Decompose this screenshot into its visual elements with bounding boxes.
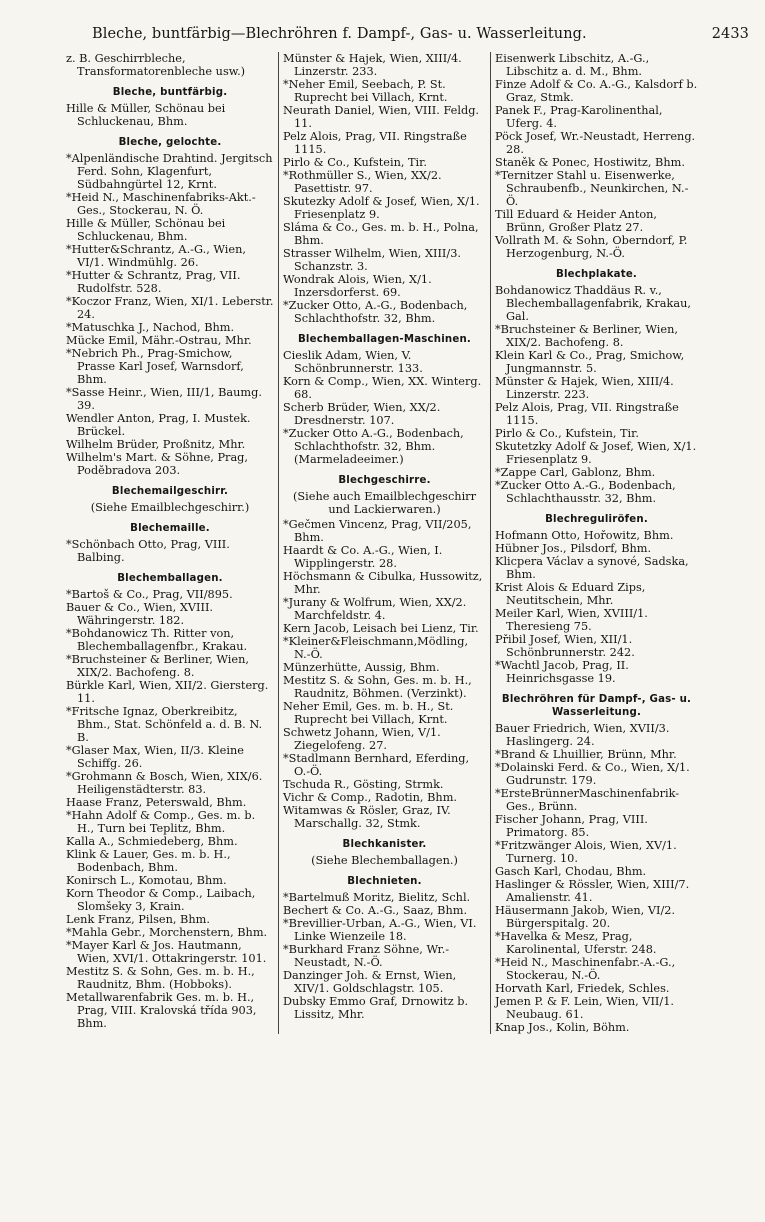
directory-entry: Skutezky Adolf & Josef, Wien, X/1. Friesenplatz 9. — [283, 195, 480, 221]
directory-entry: Staněk & Ponec, Hostiwitz, Bhm. — [495, 156, 685, 169]
directory-entry: Panek F., Prag-Karolinenthal, Uferg. 4. — [495, 104, 663, 130]
directory-entry: Pelz Alois, Prag, VII. Ringstraße 1115. — [283, 130, 467, 156]
directory-entry: Wendler Anton, Prag, I. Mustek. Brückel. — [66, 412, 251, 438]
directory-entry: Wilhelm's Mart. & Söhne, Prag, Podĕbradova 203. — [66, 451, 249, 477]
directory-entry: *Wachtl Jacob, Prag, II. Heinrichsgasse 19. — [495, 659, 629, 685]
directory-entry: Münster & Hajek, Wien, XIII/4. Linzerstr. 233. — [283, 52, 462, 78]
cross-reference: (Siehe Emailblechgeschirr.) — [90, 501, 250, 514]
directory-entry: *Zappe Carl, Gablonz, Bhm. — [495, 466, 656, 479]
directory-entry: Gasch Karl, Chodau, Bhm. — [495, 865, 647, 878]
column-1 — [62, 52, 278, 1034]
directory-entry: *Burkhard Franz Söhne, Wr.-Neustadt, N.-Ö. — [283, 943, 450, 969]
directory-entry: Fischer Johann, Prag, VIII. Primatorg. 85. — [495, 813, 648, 839]
directory-entry: z. B. Geschirrbleche, Transformatorenbleche usw.) — [66, 52, 246, 78]
directory-entry: Höchsmann & Cibulka, Hussowitz, Mhr. — [283, 570, 483, 596]
directory-entry: Klein Karl & Co., Prag, Smichow, Jungmannstr. 5. — [495, 349, 685, 375]
directory-entry: *Alpenländische Drahtind. Jergitsch Ferd. Sohn, Klagenfurt, Südbahngürtel 12, Krnt. — [66, 152, 273, 191]
directory-entry: Hofmann Otto, Hořowitz, Bhm. — [495, 529, 674, 542]
directory-entry: *Kleiner&Fleischmann,Mödling, N.-Ö. — [283, 635, 469, 661]
section-heading: Blechemballagen-Maschinen. — [297, 334, 472, 345]
directory-entry: Danzinger Joh. & Ernst, Wien, XIV/1. Goldschlagstr. 105. — [283, 969, 457, 995]
section-heading: Blechröhren für Dampf-, Gas- u. Wasserleitung. — [501, 694, 692, 718]
directory-entry: *Dolainski Ferd. & Co., Wien, X/1. Gudrunstr. 179. — [495, 761, 690, 787]
directory-entry: Korn Theodor & Comp., Laibach, Slomšeky 3, Krain. — [66, 887, 256, 913]
section-heading: Bleche, gelochte. — [118, 137, 222, 148]
directory-entry: Münzerhütte, Aussig, Bhm. — [283, 661, 440, 674]
directory-entry: *Nebrich Ph., Prag-Smichow, Prasse Karl Josef, Warnsdorf, Bhm. — [66, 347, 244, 386]
directory-entry: Mestitz S. & Sohn, Ges. m. b. H., Raudnitz, Böhmen. (Verzinkt). — [283, 674, 472, 700]
directory-entry: Bohdanowicz Thaddäus R. v., Blechemballagenfabrik, Krakau, Gal. — [495, 284, 691, 323]
directory-entry: Bauer & Co., Wien, XVIII. Währingerstr. 182. — [66, 601, 214, 627]
section-heading: Blechplakate. — [555, 269, 638, 280]
cross-reference: (Siehe Blechemballagen.) — [311, 854, 458, 867]
directory-entry: Horvath Karl, Friedek, Schles. — [495, 982, 670, 995]
cross-reference: (Siehe auch Emailblechgeschirr und Lackierwaren.) — [293, 490, 476, 516]
directory-entry: Hille & Müller, Schönau bei Schluckenau, Bhm. — [66, 217, 226, 243]
directory-entry: Pirlo & Co., Kufstein, Tir. — [495, 427, 639, 440]
directory-entry: *Sasse Heinr., Wien, III/1, Baumg. 39. — [66, 386, 262, 412]
directory-entry: Bauer Friedrich, Wien, XVII/3. Haslingerg. 24. — [495, 722, 670, 748]
directory-entry: Häusermann Jakob, Wien, VI/2. Bürgerspitalg. 20. — [495, 904, 676, 930]
directory-entry: Schwetz Johann, Wien, V/1. Ziegelofeng. 27. — [283, 726, 441, 752]
directory-entry: Bechert & Co. A.-G., Saaz, Bhm. — [283, 904, 468, 917]
directory-entry: Tschuda R., Gösting, Strmk. — [283, 778, 444, 791]
directory-entry: Skutetzky Adolf & Josef, Wien, X/1. Friesenplatz 9. — [495, 440, 697, 466]
directory-entry: *Zucker Otto, A.-G., Bodenbach, Schlachthofstr. 32, Bhm. — [283, 299, 468, 325]
directory-entry: Konirsch L., Komotau, Bhm. — [66, 874, 227, 887]
directory-entry: *Schönbach Otto, Prag, VIII. Balbing. — [66, 538, 230, 564]
directory-entry: Sláma & Co., Ges. m. b. H., Polna, Bhm. — [283, 221, 479, 247]
directory-entry: *Koczor Franz, Wien, XI/1. Leberstr. 24. — [66, 295, 274, 321]
directory-entry: Dubsky Emmo Graf, Drnowitz b. Lissitz, Mhr. — [283, 995, 469, 1021]
directory-entry: Přibil Josef, Wien, XII/1. Schönbrunnerstr. 242. — [495, 633, 635, 659]
directory-entry: Eisenwerk Libschitz, A.-G., Libschitz a. d. M., Bhm. — [495, 52, 650, 78]
directory-entry: Knap Jos., Kolin, Böhm. — [495, 1021, 630, 1034]
directory-entry: Neurath Daniel, Wien, VIII. Feldg. 11. — [283, 104, 480, 130]
directory-entry: Meiler Karl, Wien, XVIII/1. Theresieng 75. — [495, 607, 648, 633]
directory-entry: Mestitz S. & Sohn, Ges. m. b. H., Raudnitz, Bhm. (Hobboks). — [66, 965, 255, 991]
directory-entry: *Ternitzer Stahl u. Eisenwerke, Schraubenfb., Neunkirchen, N.-Ö. — [495, 169, 689, 208]
section-heading: Bleche, buntfärbig. — [112, 87, 228, 98]
directory-entry: Münster & Hajek, Wien, XIII/4. Linzerstr. 223. — [495, 375, 674, 401]
directory-entry: *Bartoš & Co., Prag, VII/895. — [66, 588, 233, 601]
directory-entry: Jemen P. & F. Lein, Wien, VII/1. Neubaug. 61. — [495, 995, 674, 1021]
section-heading: Blechreguliröfen. — [545, 514, 648, 525]
directory-entry: *Fritzwänger Alois, Wien, XV/1. Turnerg. 10. — [495, 839, 677, 865]
directory-entry: *Matuschka J., Nachod, Bhm. — [66, 321, 235, 334]
directory-entry: Pelz Alois, Prag, VII. Ringstraße 1115. — [495, 401, 679, 427]
directory-entry: *Zucker Otto A.-G., Bodenbach, Schlachthausstr. 32, Bhm. — [495, 479, 676, 505]
directory-entry: *Fritsche Ignaz, Oberkreibitz, Bhm., Stat. Schönfeld a. d. B. N. B. — [66, 705, 263, 744]
directory-entry: *Mahla Gebr., Morchenstern, Bhm. — [66, 926, 268, 939]
directory-entry: *Rothmüller S., Wien, XX/2. Pasettistr. 97. — [283, 169, 442, 195]
column-2 — [278, 52, 490, 1034]
directory-entry: *Brevillier-Urban, A.-G., Wien, VI. Linke Wienzeile 18. — [283, 917, 477, 943]
directory-entry: Neher Emil, Ges. m. b. H., St. Ruprecht bei Villach, Krnt. — [283, 700, 454, 726]
section-heading: Blechemailgeschirr. — [111, 486, 229, 497]
directory-entry: *Bohdanowicz Th. Ritter von, Blechemballagenfbr., Krakau. — [66, 627, 248, 653]
directory-entry: *Brand & Lhuillier, Brünn, Mhr. — [495, 748, 677, 761]
directory-entry: *Bartelmuß Moritz, Bielitz, Schl. — [283, 891, 471, 904]
directory-entry: Till Eduard & Heider Anton, Brünn, Großer Platz 27. — [495, 208, 658, 234]
columns — [62, 52, 749, 1034]
directory-entry: *Gečmen Vincenz, Prag, VII/205, Bhm. — [283, 518, 472, 544]
directory-entry: *Heid N., Maschinenfabriks-Akt.-Ges., Stockerau, N. Ö. — [66, 191, 256, 217]
page-number: 2433 — [711, 26, 749, 42]
directory-entry: Haardt & Co. A.-G., Wien, I. Wipplingerstr. 28. — [283, 544, 443, 570]
directory-entry: Wilhelm Brüder, Proßnitz, Mhr. — [66, 438, 246, 451]
section-heading: Blechkanister. — [342, 839, 427, 850]
directory-entry: Vollrath M. & Sohn, Oberndorf, P. Herzogenburg, N.-Ö. — [495, 234, 688, 260]
directory-entry: *Heid N., Maschinenfabr.-A.-G., Stockerau, N.-Ö. — [495, 956, 676, 982]
directory-entry: Klink & Lauer, Ges. m. b. H., Bodenbach, Bhm. — [66, 848, 231, 874]
page-header — [62, 26, 749, 42]
directory-entry: Klicpera Václav a synové, Sadska, Bhm. — [495, 555, 689, 581]
directory-entry: Krist Alois & Eduard Zips, Neutitschein, Mhr. — [495, 581, 646, 607]
directory-entry: Vichr & Comp., Radotin, Bhm. — [283, 791, 457, 804]
directory-entry: *Bruchsteiner & Berliner, Wien, XIX/2. Bachofeng. 8. — [66, 653, 249, 679]
directory-entry: Bürkle Karl, Wien, XII/2. Giersterg. 11. — [66, 679, 269, 705]
directory-entry: *Hutter&Schrantz, A.-G., Wien, VI/1. Windmühlg. 26. — [66, 243, 246, 269]
directory-entry: Kern Jacob, Leisach bei Lienz, Tir. — [283, 622, 479, 635]
directory-entry: Haslinger & Rössler, Wien, XIII/7. Amalienstr. 41. — [495, 878, 690, 904]
directory-entry: Witamwas & Rösler, Graz, IV. Marschallg. 32, Stmk. — [283, 804, 451, 830]
directory-entry: Strasser Wilhelm, Wien, XIII/3. Schanzstr. 3. — [283, 247, 461, 273]
section-heading: Blechgeschirre. — [338, 475, 431, 486]
directory-entry: *Hutter & Schrantz, Prag, VII. Rudolfstr. 528. — [66, 269, 241, 295]
directory-entry: *Zucker Otto A.-G., Bodenbach, Schlachthofstr. 32, Bhm. (Marmeladeeimer.) — [283, 427, 464, 466]
directory-entry: *Hahn Adolf & Comp., Ges. m. b. H., Turn bei Teplitz, Bhm. — [66, 809, 256, 835]
directory-entry: Finze Adolf & Co. A.-G., Kalsdorf b. Graz, Stmk. — [495, 78, 698, 104]
directory-entry: Cieslik Adam, Wien, V. Schönbrunnerstr. 133. — [283, 349, 423, 375]
column-3 — [490, 52, 702, 1034]
section-heading: Blechemballagen. — [117, 573, 223, 584]
directory-entry: *Mayer Karl & Jos. Hautmann, Wien, XVI/1. Ottakringerstr. 101. — [66, 939, 267, 965]
directory-entry: *ErsteBrünnerMaschinenfabrik-Ges., Brünn. — [495, 787, 680, 813]
section-heading: Blechemaille. — [130, 523, 210, 534]
directory-entry: Mücke Emil, Mähr.-Ostrau, Mhr. — [66, 334, 252, 347]
directory-entry: Korn & Comp., Wien, XX. Winterg. 68. — [283, 375, 482, 401]
directory-entry: Pirlo & Co., Kufstein, Tir. — [283, 156, 427, 169]
directory-entry: *Grohmann & Bosch, Wien, XIX/6. Heiligenstädterstr. 83. — [66, 770, 263, 796]
directory-entry: Scherb Brüder, Wien, XX/2. Dresdnerstr. 107. — [283, 401, 441, 427]
directory-entry: Pöck Josef, Wr.-Neustadt, Herreng. 28. — [495, 130, 696, 156]
section-heading: Blechnieten. — [347, 876, 422, 887]
directory-entry: *Jurany & Wolfrum, Wien, XX/2. Marchfeldstr. 4. — [283, 596, 467, 622]
directory-entry: Lenk Franz, Pilsen, Bhm. — [66, 913, 210, 926]
directory-entry: Wondrak Alois, Wien, X/1. Inzersdorferst. 69. — [283, 273, 432, 299]
directory-entry: *Bruchsteiner & Berliner, Wien, XIX/2. Bachofeng. 8. — [495, 323, 678, 349]
directory-entry: Kalla A., Schmiedeberg, Bhm. — [66, 835, 238, 848]
directory-entry: Hübner Jos., Pilsdorf, Bhm. — [495, 542, 652, 555]
directory-entry: *Stadlmann Bernhard, Eferding, O.-Ö. — [283, 752, 470, 778]
directory-entry: Metallwarenfabrik Ges. m. b. H., Prag, VIII. Kralovská třída 903, Bhm. — [66, 991, 257, 1030]
directory-entry: *Glaser Max, Wien, II/3. Kleine Schiffg. 26. — [66, 744, 244, 770]
directory-entry: Hille & Müller, Schönau bei Schluckenau, Bhm. — [66, 102, 226, 128]
directory-entry: Haase Franz, Peterswald, Bhm. — [66, 796, 247, 809]
running-title: Bleche, buntfärbig—Blechröhren f. Dampf-, Gas- u. Wasserleitung. — [92, 26, 587, 42]
directory-entry: *Neher Emil, Seebach, P. St. Ruprecht bei Villach, Krnt. — [283, 78, 448, 104]
directory-entry: *Havelka & Mesz, Prag, Karolinental, Uferstr. 248. — [495, 930, 657, 956]
